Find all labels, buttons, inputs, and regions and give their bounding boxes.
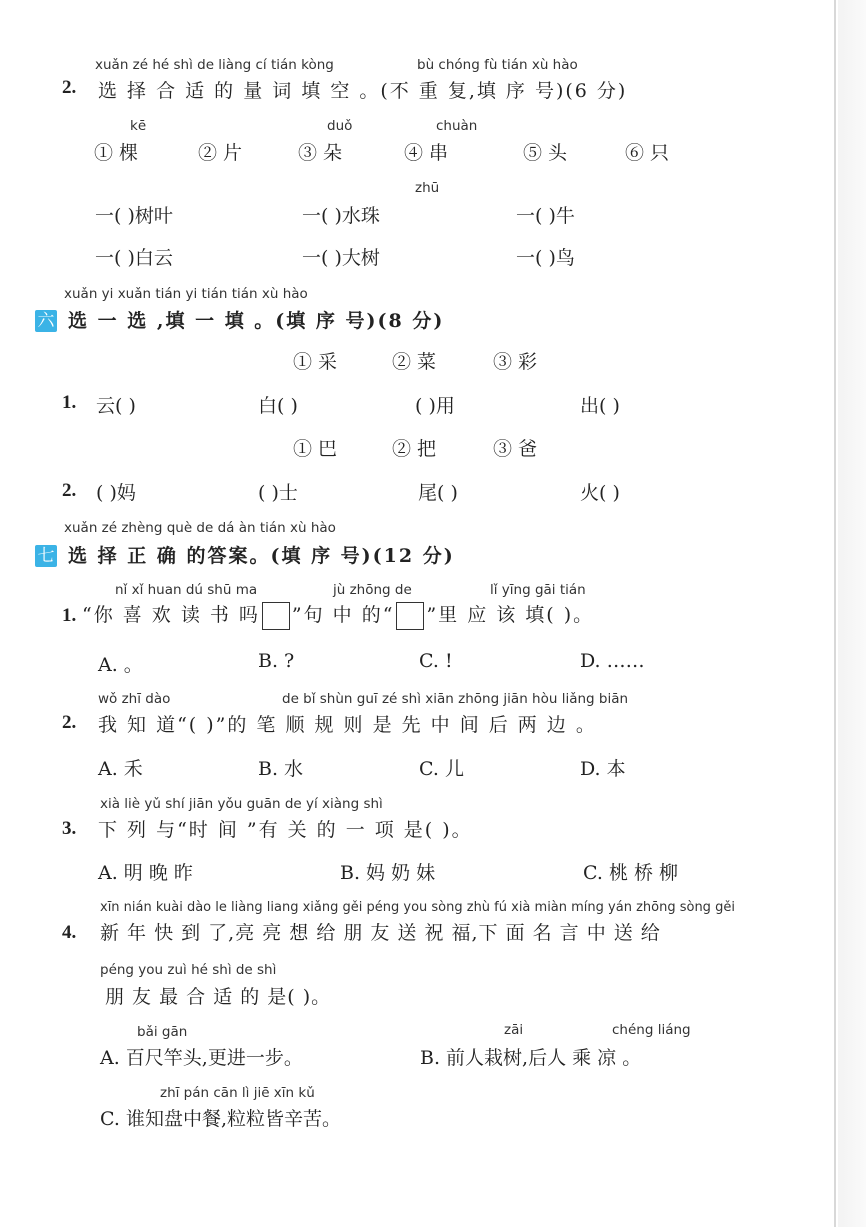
answer-box[interactable] xyxy=(262,602,290,630)
q4-question-line2: 朋 友 最 合 适 的 是( )。 xyxy=(105,986,332,1008)
q1-pinyin: nǐ xǐ huan dú shū ma xyxy=(115,582,258,598)
q1-question xyxy=(82,600,594,630)
q4-option-b-pinyin: zāi xyxy=(504,1022,524,1038)
q1-number: 1. xyxy=(62,605,77,626)
section-7-badge: 七 xyxy=(35,545,57,567)
s6-blank[interactable]: 白( ) xyxy=(258,395,298,417)
q4-question-line1: 新 年 快 到 了,亮 亮 想 给 朋 友 送 祝 福,下 面 名 言 中 送 给 xyxy=(100,922,661,944)
q2-pinyin: xuǎn zé hé shì de liàng cí tián kòng xyxy=(95,57,334,73)
option-pinyin-duo: duǒ xyxy=(327,118,353,134)
s6-option-4: ① 巴 xyxy=(293,438,338,460)
page-edge-line xyxy=(834,0,836,1227)
section-6-title: 选 一 选 ,填 一 填 。(填 序 号)(8 分) xyxy=(68,310,445,332)
blank-item[interactable]: 一( )水珠 xyxy=(302,205,380,227)
q4-option-b[interactable]: B. 前人栽树,后人 乘 凉 。 xyxy=(420,1047,642,1069)
s6-option-6: ③ 爸 xyxy=(493,438,538,460)
q2-number: 2. xyxy=(62,712,77,733)
q2-number: 2. xyxy=(62,77,77,98)
s6-blank[interactable]: ( )用 xyxy=(415,395,455,417)
option-2: ② 片 xyxy=(198,142,243,164)
zhu-pinyin: zhū xyxy=(415,180,440,196)
q3-pinyin: xià liè yǔ shí jiān yǒu guān de yí xiàng shì xyxy=(100,796,383,812)
section-6-pinyin: xuǎn yi xuǎn tián yi tián tián xù hào xyxy=(64,286,308,302)
page-fold-shadow xyxy=(838,0,866,1227)
option-5: ⑤ 头 xyxy=(523,142,568,164)
q1-text-b: ”句 中 的“ xyxy=(291,604,395,626)
section-7-title: 选 择 正 确 的答案。(填 序 号)(12 分) xyxy=(68,545,455,567)
blank-item[interactable]: 一( )白云 xyxy=(95,247,173,269)
q3-question: 下 列 与“时 间 ”有 关 的 一 项 是( )。 xyxy=(98,819,473,841)
q2-option-a[interactable]: A. 禾 xyxy=(98,758,143,780)
q4-option-b-pinyin-2: chéng liáng xyxy=(612,1022,691,1038)
q3-option-a[interactable]: A. 明 晚 昨 xyxy=(98,862,193,884)
blank-item[interactable]: 一( )树叶 xyxy=(95,205,173,227)
q4-option-a-pinyin: bǎi gān xyxy=(137,1024,188,1040)
s6-blank[interactable]: ( )妈 xyxy=(96,482,136,504)
option-3: ③ 朵 xyxy=(298,142,343,164)
q3-option-c[interactable]: C. 桃 桥 柳 xyxy=(583,862,679,884)
q4-option-c-pinyin: zhī pán cān lì jiē xīn kǔ xyxy=(160,1085,315,1101)
q2-option-d[interactable]: D. 本 xyxy=(580,758,626,780)
s6-blank[interactable]: 火( ) xyxy=(580,482,620,504)
blank-item[interactable]: 一( )大树 xyxy=(302,247,380,269)
s6-blank[interactable]: 出( ) xyxy=(580,395,620,417)
s6-option-5: ② 把 xyxy=(392,438,437,460)
q2-option-c[interactable]: C. 儿 xyxy=(419,758,464,780)
q1-option-b[interactable]: B. ? xyxy=(258,650,295,672)
s6-option-2: ② 菜 xyxy=(392,351,437,373)
s6-q2-number: 2. xyxy=(62,480,77,501)
q1-text-c: ”里 应 该 填( )。 xyxy=(426,604,595,626)
option-1: ① 棵 xyxy=(94,142,139,164)
section-7-pinyin: xuǎn zé zhèng què de dá àn tián xù hào xyxy=(64,520,336,536)
q4-pinyin-2: péng you zuì hé shì de shì xyxy=(100,962,277,978)
blank-item[interactable]: 一( )牛 xyxy=(516,205,575,227)
option-4: ④ 串 xyxy=(404,142,449,164)
q1-pinyin: lǐ yīng gāi tián xyxy=(490,582,586,598)
q3-number: 3. xyxy=(62,818,77,839)
q2-pinyin-2: bù chóng fù tián xù hào xyxy=(417,57,578,73)
s6-option-3: ③ 彩 xyxy=(493,351,538,373)
option-6: ⑥ 只 xyxy=(625,142,670,164)
s6-q1-number: 1. xyxy=(62,392,77,413)
q1-option-d[interactable]: D. …… xyxy=(580,650,645,672)
q2-option-b[interactable]: B. 水 xyxy=(258,758,304,780)
s6-option-1: ① 采 xyxy=(293,351,338,373)
q2-question: 我 知 道“( )”的 笔 顺 规 则 是 先 中 间 后 两 边 。 xyxy=(98,714,597,736)
q1-text-a: “你 喜 欢 读 书 吗 xyxy=(82,604,260,626)
s6-blank[interactable]: ( )士 xyxy=(258,482,298,504)
q1-option-c[interactable]: C. ! xyxy=(419,650,453,672)
option-pinyin-ke: kē xyxy=(130,118,147,134)
q4-number: 4. xyxy=(62,922,77,943)
q1-option-a[interactable]: A. 。 xyxy=(98,654,143,676)
answer-box[interactable] xyxy=(396,602,424,630)
q4-pinyin: xīn nián kuài dào le liàng liang xiǎng gěi péng you sòng zhù fú xià miàn míng yán zhōng sòng gěi xyxy=(100,900,735,915)
blank-item[interactable]: 一( )鸟 xyxy=(516,247,575,269)
q2-pinyin: de bǐ shùn guī zé shì xiān zhōng jiān hòu liǎng biān xyxy=(282,691,629,707)
q1-pinyin: jù zhōng de xyxy=(333,582,412,598)
s6-blank[interactable]: 云( ) xyxy=(96,395,136,417)
q2-title: 选 择 合 适 的 量 词 填 空 。(不 重 复,填 序 号)(6 分) xyxy=(98,80,628,102)
q4-option-c[interactable]: C. 谁知盘中餐,粒粒皆辛苦。 xyxy=(100,1108,341,1130)
q3-option-b[interactable]: B. 妈 奶 妹 xyxy=(340,862,436,884)
q2-pinyin: wǒ zhī dào xyxy=(98,691,171,707)
option-pinyin-chuan: chuàn xyxy=(436,118,478,134)
s6-blank[interactable]: 尾( ) xyxy=(418,482,458,504)
section-6-badge: 六 xyxy=(35,310,57,332)
q4-option-a[interactable]: A. 百尺竿头,更进一步。 xyxy=(100,1047,303,1069)
